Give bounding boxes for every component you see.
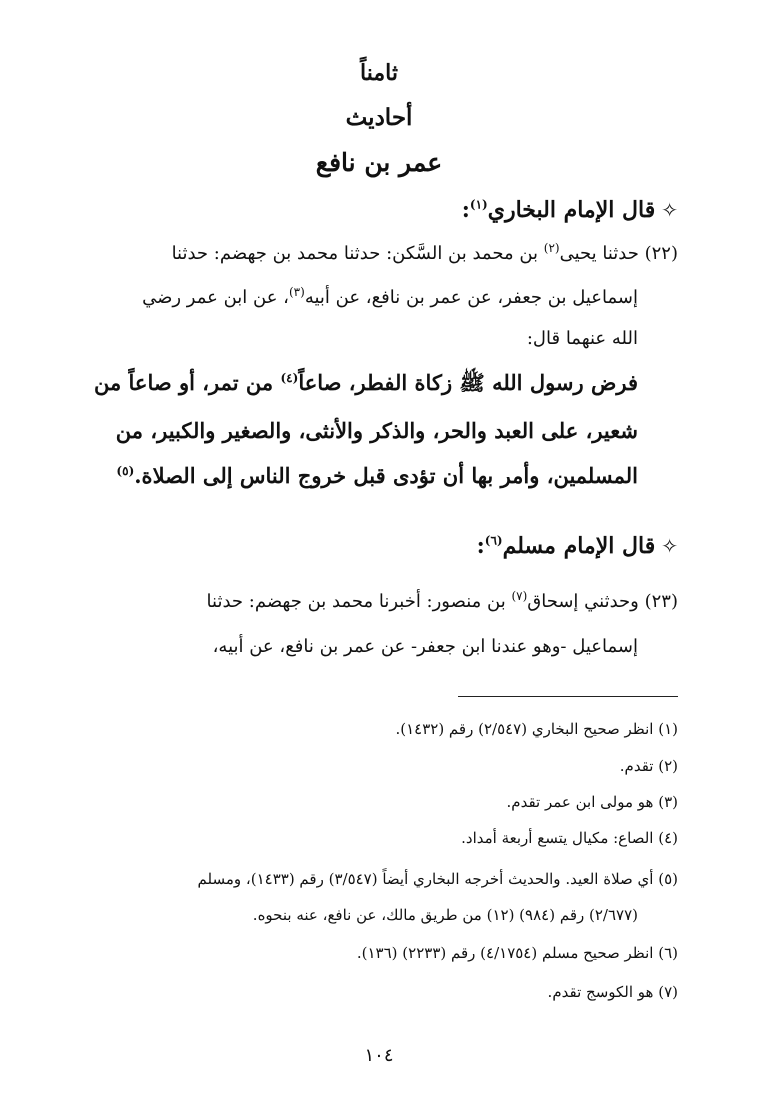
footnote-5: (٥) أي صلاة العيد. والحديث أخرجه البخاري أيضاً (٣/٥٤٧) رقم (١٤٣٣)، ومسلم [197,870,678,888]
footnote-5-continued: (٢/٦٧٧) رقم (٩٨٤) (١٢) من طريق مالك، عن نافع، عنه بنحوه. [252,906,638,924]
matn-line-1 [94,370,638,401]
section-number-title: ثامناً [360,60,398,86]
text-run: ، عن ابن عمر رضي [142,287,289,308]
hadith-23-line-2: إسماعيل -وهو عندنا ابن جعفر- عن عمر بن نافع، عن أبيه، [212,636,638,657]
footnote-2: (٢) تقدم. [619,757,678,775]
footnote-7: (٧) هو الكوسج تقدم. [547,983,678,1001]
matn-line-3 [116,463,638,488]
narrator-name-title: عمر بن نافع [315,148,443,177]
footnote-separator [458,696,678,697]
footnote-ref: (٦) [484,533,503,548]
footnote-ref: (٢) [543,241,560,255]
text-run: المسلمين، وأمر بها أن تؤدى قبل خروج الناس إلى الصلاة. [134,463,638,488]
text-run: (٢٣) وحدثني إسحاق [527,591,678,612]
heading-colon: : [476,533,485,559]
text-run: إسماعيل بن جعفر، عن عمر بن نافع، عن أبيه [304,287,638,308]
footnote-ref: (٧) [511,589,528,603]
bukhari-heading-text: قال الإمام البخاري [487,197,656,223]
footnote-ref: (٥) [116,464,135,478]
footnote-ref: (٤) [280,371,299,385]
diamond-icon: ✧ [661,198,678,222]
hadith-23-line-1 [207,591,678,612]
footnote-ref: (١) [469,197,488,212]
footnote-ref: (٣) [288,285,305,299]
section-label-title: أحاديث [345,104,413,131]
hadith-22-line-2 [142,287,638,308]
footnote-3: (٣) هو مولى ابن عمر تقدم. [506,793,678,811]
hadith-22-line-1 [172,243,678,264]
text-run: بن منصور: أخبرنا محمد بن جهضم: حدثنا [206,591,512,612]
page-number: ١٠٤ [364,1045,394,1066]
text-run: (٢٢) حدثنا يحيى [559,243,678,264]
muslim-heading [477,533,678,559]
footnote-1: (١) انظر صحيح البخاري (٢/٥٤٧) رقم (١٤٣٢). [395,720,678,738]
diamond-icon: ✧ [661,534,678,558]
footnote-4: (٤) الصاع: مكيال يتسع أربعة أمداد. [461,829,678,847]
heading-colon: : [461,197,470,223]
footnote-6: (٦) انظر صحيح مسلم (٤/١٧٥٤) رقم (٢٢٣٣) (١٣٦). [356,944,678,962]
text-run: بن محمد بن السَّكن: حدثنا محمد بن جهضم: حدثنا [171,243,544,264]
matn-line-2: شعير، على العبد والحر، والذكر والأنثى، والصغير والكبير، من [115,418,638,443]
text-run: فرض رسول الله ﷺ زكاة الفطر، صاعاً [298,370,638,395]
muslim-heading-text: قال الإمام مسلم [502,533,656,559]
bukhari-heading [462,197,678,223]
hadith-22-line-3: الله عنهما قال: [526,328,638,349]
text-run: من تمر، أو صاعاً من [93,370,281,395]
